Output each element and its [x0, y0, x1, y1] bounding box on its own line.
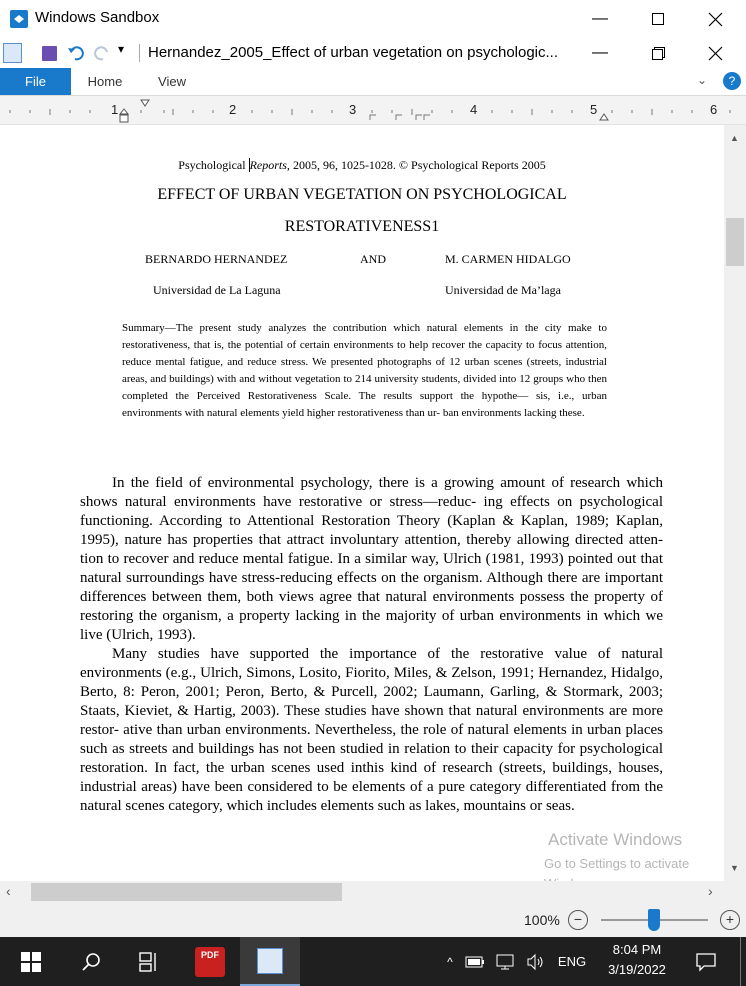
wordpad-taskbar-icon[interactable]: [240, 937, 300, 986]
journal-header: [0, 158, 724, 173]
scroll-left-icon[interactable]: ‹: [6, 883, 11, 899]
zoom-in-button[interactable]: +: [720, 910, 740, 930]
help-icon[interactable]: ?: [723, 72, 741, 90]
wordpad-close-button[interactable]: [686, 38, 744, 68]
sandbox-title-bar: [0, 0, 746, 38]
vertical-scrollbar[interactable]: [724, 125, 746, 881]
language-indicator[interactable]: ENG: [557, 954, 587, 969]
start-button[interactable]: [0, 937, 62, 986]
wordpad-restore-button[interactable]: [629, 38, 687, 68]
save-icon[interactable]: [42, 46, 57, 61]
ribbon-tabs: [0, 68, 746, 96]
undo-icon[interactable]: [67, 44, 85, 67]
journal-header-italic: Reports,: [249, 158, 290, 172]
redo-icon[interactable]: [93, 44, 111, 67]
status-bar: [0, 903, 746, 937]
network-icon[interactable]: [494, 937, 518, 986]
paragraph-2: Many studies have supported the importance of the restorative value of natural environments (e.g., Ulrich, Simons, Losito, Fiorito, Miles, & Zelson, 1991; Hernandez, Hidalgo, Berto, 8: Peron, 2001; Peron, Berto, & Purcell, 2002; Laumann, Garling, & Stormark, 2003; Staats, Kieviet, & Hartig, 2003). These studies have shown that natural environments are more restor- ative than urban environments. Nevertheless, the role of natural elements in urban places such as streets and buildings has not been studied in relation to their capacity for psychological restoration. In fact, the urban scenes used inthis kind of research (streets, buildings, houses, industrial areas) have been considered to be elements of a pure category differentiated from the natural scenes category, which includes elements such as lakes, mountains or seas.: [80, 646, 663, 814]
activation-watermark-line: Go to Settings to activate: [544, 856, 690, 871]
show-desktop-button[interactable]: [740, 937, 741, 986]
scroll-down-icon[interactable]: ▼: [730, 863, 739, 873]
zoom-slider-thumb[interactable]: [648, 909, 660, 931]
tab-file[interactable]: File: [0, 68, 71, 95]
minimize-button[interactable]: —: [592, 10, 608, 27]
ruler[interactable]: [0, 96, 746, 125]
wordpad-title-bar: [0, 38, 746, 68]
vertical-scroll-thumb[interactable]: [726, 218, 744, 266]
tab-view[interactable]: View: [158, 74, 186, 89]
author-2: M. CARMEN HIDALGO: [445, 252, 571, 266]
document-title: Hernandez_2005_Effect of urban vegetation on psychologic...: [148, 44, 559, 61]
author-1: BERNARDO HERNANDEZ: [145, 252, 288, 266]
paper-title-line1: EFFECT OF URBAN VEGETATION ON PSYCHOLOGICAL: [157, 186, 567, 203]
scroll-up-icon[interactable]: ▲: [730, 133, 739, 143]
zoom-out-button[interactable]: −: [568, 910, 588, 930]
scroll-corner: [724, 881, 746, 903]
horizontal-scroll-thumb[interactable]: [31, 883, 342, 901]
windows-logo-icon: [21, 952, 41, 972]
ruler-number: 2: [229, 102, 237, 117]
clock-time: 8:04 PM: [612, 942, 662, 957]
activation-watermark-title: Activate Windows: [548, 830, 683, 849]
volume-icon[interactable]: [524, 937, 548, 986]
show-hidden-icons-icon[interactable]: ^: [447, 954, 453, 969]
paper-title-line2: RESTORATIVENESS1: [284, 218, 440, 235]
notifications-icon[interactable]: [686, 937, 726, 986]
journal-header-rest: 2005, 96, 1025-1028. © Psychological Reports 2005: [289, 158, 546, 172]
paragraph-1: In the field of environmental psychology, there is a growing amount of research which shows natural environments have restorative or stress—reduc- ing effects on psychological functioning. According to Attentional Restoration Theory (Kaplan & Kaplan, 1989; Kaplan, 1995), nature has properties that attract involuntary attention, thereby allowing directed atten- tion to recover and reduce mental fatigue. In a similar way, Ulrich (1981, 1993) pointed out that natural surroundings have stress-reducing effects on the organism. Although there are important differences between them, both views agree that natural environments possess the property of restoring the organism, a property lacking in the majority of urban environments in which we live (Ulrich, 1993).: [80, 475, 663, 643]
title-separator: [139, 44, 140, 62]
sandbox-icon: [10, 10, 28, 28]
maximize-button[interactable]: [629, 0, 687, 38]
close-button[interactable]: [686, 0, 744, 38]
ruler-number: 1: [111, 102, 119, 117]
ruler-number: 5: [590, 102, 598, 117]
scroll-right-icon[interactable]: ›: [708, 883, 713, 899]
document-area[interactable]: [0, 125, 724, 881]
affiliation-2: Universidad de Ma’laga: [445, 283, 561, 297]
summary-paragraph: Summary—The present study analyzes the contribution which natural elements in the city make to restorativeness, that is, the potential of certain environments to help recover the capacity to focus attention, reduce mental fatigue, and reduce stress. We presented photographs of 12 urban scenes (streets, industrial areas, and buildings) with and without vegetation to 214 university students, divided into 12 groups who then completed the Perceived Restorativeness Scale. The results support the hypothe— sis, i.e., urban environments with natural elements yield higher restorativeness than ur- ban environments lacking these.: [122, 322, 607, 419]
search-icon[interactable]: [62, 937, 120, 986]
sandbox-title: Windows Sandbox: [35, 9, 160, 26]
ruler-number: 4: [470, 102, 478, 117]
ruler-number: 3: [349, 102, 357, 117]
quick-access-dropdown-icon[interactable]: ▾: [118, 42, 125, 56]
journal-header-left: Psychological: [178, 158, 249, 172]
taskbar: [0, 937, 746, 986]
ribbon-collapse-icon[interactable]: ⌄: [697, 73, 708, 87]
task-view-icon[interactable]: [120, 937, 180, 986]
body-text: [80, 474, 663, 816]
clock-date: 3/19/2022: [608, 962, 666, 977]
ruler-number: 6: [710, 102, 718, 117]
clock[interactable]: [597, 940, 677, 980]
battery-icon[interactable]: [463, 937, 487, 986]
wordpad-icon: [3, 43, 22, 63]
zoom-level: 100%: [524, 912, 560, 928]
tab-home[interactable]: Home: [87, 74, 123, 89]
affiliation-1: Universidad de La Laguna: [153, 283, 281, 297]
wordpad-minimize-button[interactable]: —: [592, 44, 608, 61]
author-and: AND: [360, 252, 386, 266]
horizontal-scrollbar[interactable]: [0, 881, 724, 903]
pdf-app-icon[interactable]: PDF: [180, 937, 240, 986]
